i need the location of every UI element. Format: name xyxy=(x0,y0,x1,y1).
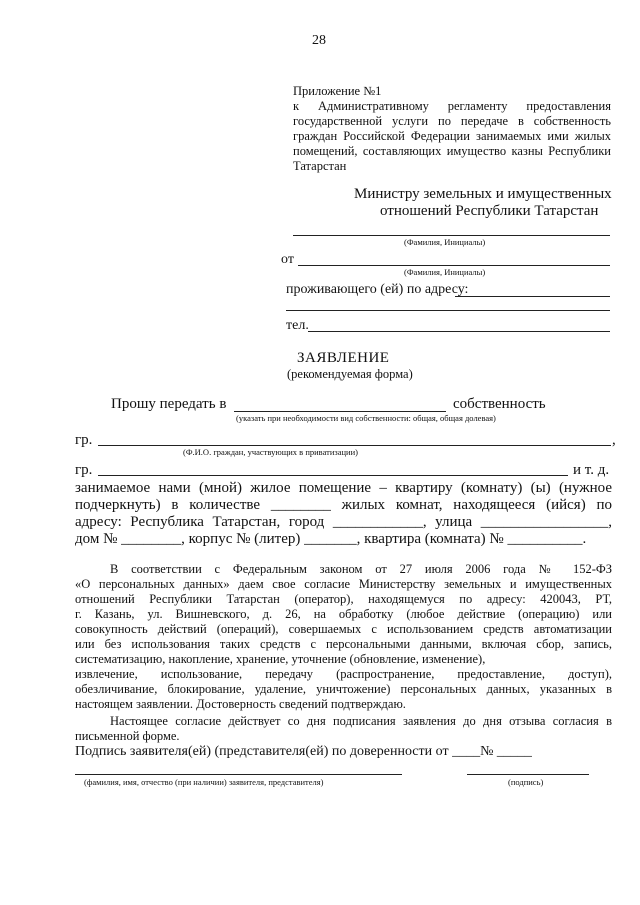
page-number: 28 xyxy=(312,33,326,48)
statement-subtitle: (рекомендуемая форма) xyxy=(287,367,413,381)
appendix-line-1: к Административному регламенту предоставления xyxy=(293,99,611,113)
validity-line-1: Настоящее согласие действует со дня подписания заявления до дня отзыва согласия в xyxy=(110,714,612,728)
from-name-line xyxy=(298,265,610,266)
consent-line-4: г. Казань, ул. Вишневского, д. 26, на обработку (любое действие (операцию) или xyxy=(75,607,612,621)
signature-sign-line xyxy=(467,774,589,775)
signature-name-caption: (фамилия, имя, отчество (при наличии) заявителя, представителя) xyxy=(84,777,324,787)
consent-line-2: «О персональных данных» даем свое согласие Министерству земельных и имущественных xyxy=(75,577,612,591)
from-name-caption: (Фамилия, Инициалы) xyxy=(404,267,486,277)
addressee-name-caption: (Фамилия, Инициалы) xyxy=(404,237,486,247)
statement-title: ЗАЯВЛЕНИЕ xyxy=(297,350,390,366)
consent-line-3: отношений Республики Татарстан (оператор), находящемуся по адресу: 420043, РТ, xyxy=(75,592,612,606)
request-suffix: собственность xyxy=(453,396,546,412)
appendix-line-4: помещений, составляющих имущество казны Республики xyxy=(293,144,611,158)
gr-line-1-end: , xyxy=(612,432,616,448)
addressee-line-1: Министру земельных и имущественных xyxy=(354,186,612,202)
consent-line-9: обезличивание, блокирование, удаление, уничтожение) персональных данных, указанных в xyxy=(75,682,612,696)
ownership-type-line xyxy=(234,411,446,412)
request-body-line-1: занимаемое нами (мной) жилое помещение – квартиру (комнату) (ы) (нужное xyxy=(75,480,612,496)
appendix-title: Приложение №1 xyxy=(293,84,382,98)
request-body-line-4: дом № ________, корпус № (литер) _______, квартира (комната) № __________. xyxy=(75,531,587,547)
request-body-line-2: подчеркнуть) в количестве ________ жилых комнат, находящееся (ийся) по xyxy=(75,497,612,513)
signature-sign-caption: (подпись) xyxy=(508,777,544,787)
address-label: проживающего (ей) по адресу: xyxy=(286,282,469,297)
appendix-line-3: граждан Российской Федерации занимаемых ими жилых xyxy=(293,129,611,143)
signature-name-line xyxy=(75,774,402,775)
gr-line-2-end: и т. д. xyxy=(573,462,610,478)
addressee-line-2: отношений Республики Татарстан xyxy=(380,203,599,219)
consent-line-1: В соответствии с Федеральным законом от 27 июля 2006 года № 152-ФЗ xyxy=(110,562,612,576)
consent-line-6: или без использования таких средств с персональными данными, включая сбор, запись, xyxy=(75,637,612,651)
gr-line-1 xyxy=(98,445,611,446)
consent-line-8: извлечение, использование, передачу (распространение, предоставление, доступ), xyxy=(75,667,612,681)
gr-label-1: гр. xyxy=(75,432,93,448)
gr-label-2: гр. xyxy=(75,462,93,478)
request-body-line-3: адресу: Республика Татарстан, город ____________, улица _________________, xyxy=(75,514,612,530)
gr-caption: (Ф.И.О. граждан, участвующих в приватизации) xyxy=(183,447,358,457)
tel-label: тел. xyxy=(286,318,309,333)
addressee-name-line xyxy=(293,235,610,236)
consent-line-10: настоящем заявлении. Достоверность сведений подтверждаю. xyxy=(75,697,406,711)
ownership-caption: (указать при необходимости вид собственности: общая, общая долевая) xyxy=(236,413,496,423)
appendix-line-5: Татарстан xyxy=(293,159,347,173)
appendix-line-2: государственной услуги по передаче в собственность xyxy=(293,114,611,128)
address-line-1 xyxy=(455,296,610,297)
request-prefix: Прошу передать в xyxy=(111,396,227,412)
tel-line xyxy=(308,331,610,332)
validity-line-2: письменной форме. xyxy=(75,729,180,743)
consent-line-5: совокупность действий (операций), совершаемых с использованием средств автоматизации xyxy=(75,622,612,636)
address-line-2 xyxy=(286,310,610,311)
from-label: от xyxy=(281,252,294,267)
gr-line-2 xyxy=(98,475,568,476)
signature-text: Подпись заявителя(ей) (представителя(ей) по доверенности от ____№ _____ xyxy=(75,744,532,759)
consent-line-7: систематизацию, накопление, хранение, уточнение (обновление, изменение), xyxy=(75,652,486,666)
